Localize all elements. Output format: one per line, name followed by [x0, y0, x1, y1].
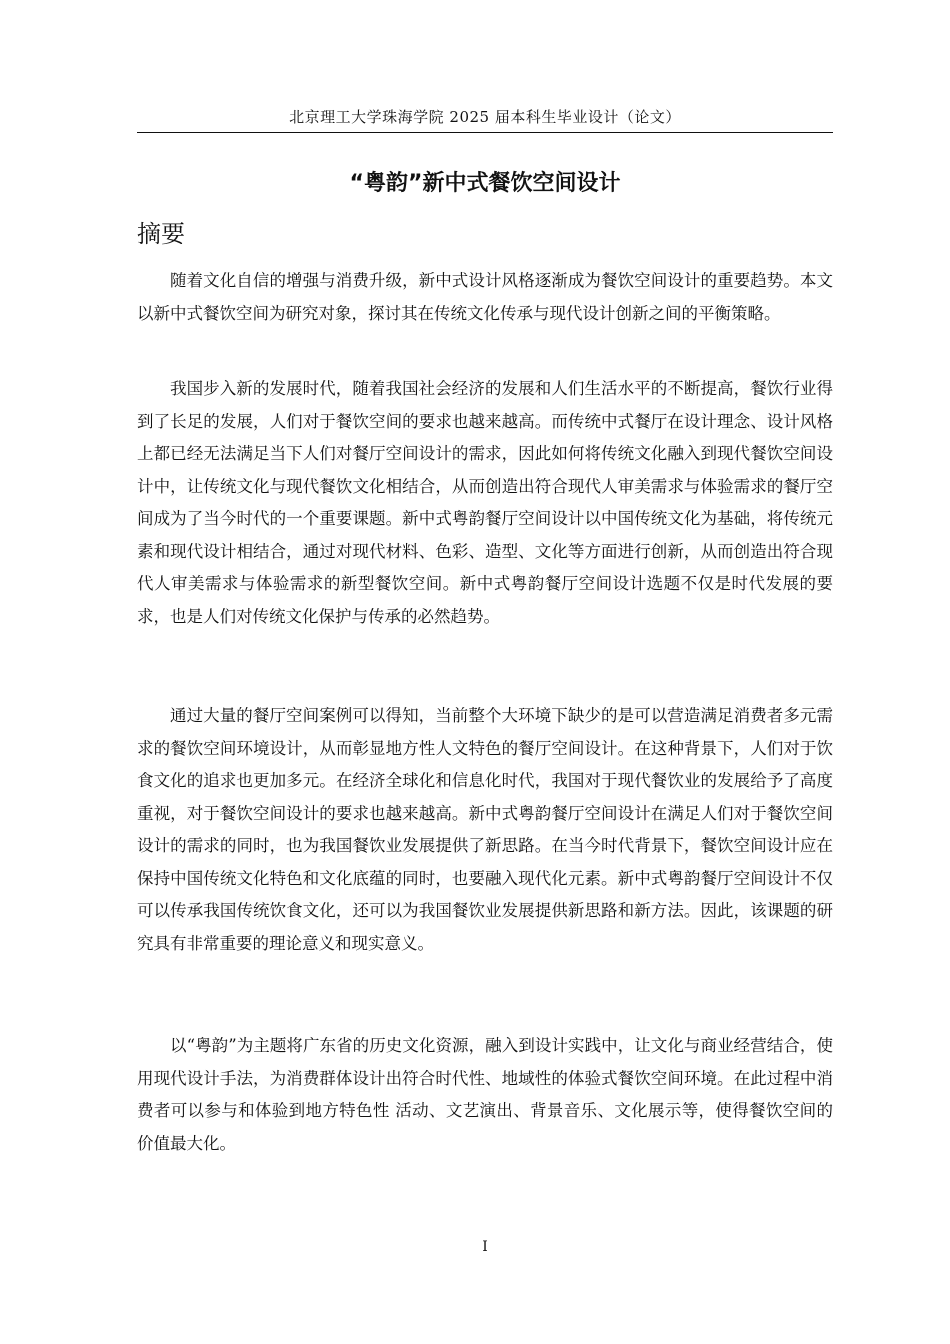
abstract-heading: 摘要 [137, 220, 185, 248]
abstract-paragraph-4: 以“粤韵”为主题将广东省的历史文化资源，融入到设计实践中，让文化与商业经营结合，使用现代设计手法，为消费群体设计出符合时代性、地域性的体验式餐饮空间环境。在此过程中消费者可以参与和体验到地方特色性 活动、文艺演出、背景音乐、文化展示等，使得餐饮空间的价值最大化。 [137, 1036, 833, 1153]
abstract-paragraph-3: 通过大量的餐厅空间案例可以得知，当前整个大环境下缺少的是可以营造满足消费者多元需求的餐饮空间环境设计，从而彰显地方性人文特色的餐厅空间设计。在这种背景下，人们对于饮食文化的追求也更加多元。在经济全球化和信息化时代，我国对于现代餐饮业的发展给予了高度重视，对于餐饮空间设计的要求也越来越高。新中式粤韵餐厅空间设计在满足人们对于餐饮空间设计的需求的同时，也为我国餐饮业发展提供了新思路。在当今时代背景下，餐饮空间设计应在保持中国传统文化特色和文化底蕴的同时，也要融入现代化元素。新中式粤韵餐厅空间设计不仅可以传承我国传统饮食文化，还可以为我国餐饮业发展提供新思路和新方法。因此，该课题的研究具有非常重要的理论意义和现实意义。 [137, 706, 833, 953]
abstract-paragraph-1: 随着文化自信的增强与消费升级，新中式设计风格逐渐成为餐饮空间设计的重要趋势。本文以新中式餐饮空间为研究对象，探讨其在传统文化传承与现代设计创新之间的平衡策略。 [137, 271, 833, 323]
abstract-paragraph-2: 我国步入新的发展时代，随着我国社会经济的发展和人们生活水平的不断提高，餐饮行业得到了长足的发展，人们对于餐饮空间的要求也越来越高。而传统中式餐厅在设计理念、设计风格上都已经无法满足当下人们对餐厅空间设计的需求，因此如何将传统文化融入到现代餐饮空间设计中，让传统文化与现代餐饮文化相结合，从而创造出符合现代人审美需求与体验需求的餐厅空间成为了当今时代的一个重要课题。新中式粤韵餐厅空间设计以中国传统文化为基础，将传统元素和现代设计相结合，通过对现代材料、色彩、造型、文化等方面进行创新，从而创造出符合现代人审美需求与体验需求的新型餐饮空间。新中式粤韵餐厅空间设计选题不仅是时代发展的要求，也是人们对传统文化保护与传承的必然趋势。 [137, 379, 833, 626]
paper-title: “粤韵”新中式餐饮空间设计 [349, 171, 621, 196]
page-header: 北京理工大学珠海学院 2025 届本科生毕业设计（论文） [137, 106, 833, 133]
page-number: I [482, 1239, 488, 1255]
